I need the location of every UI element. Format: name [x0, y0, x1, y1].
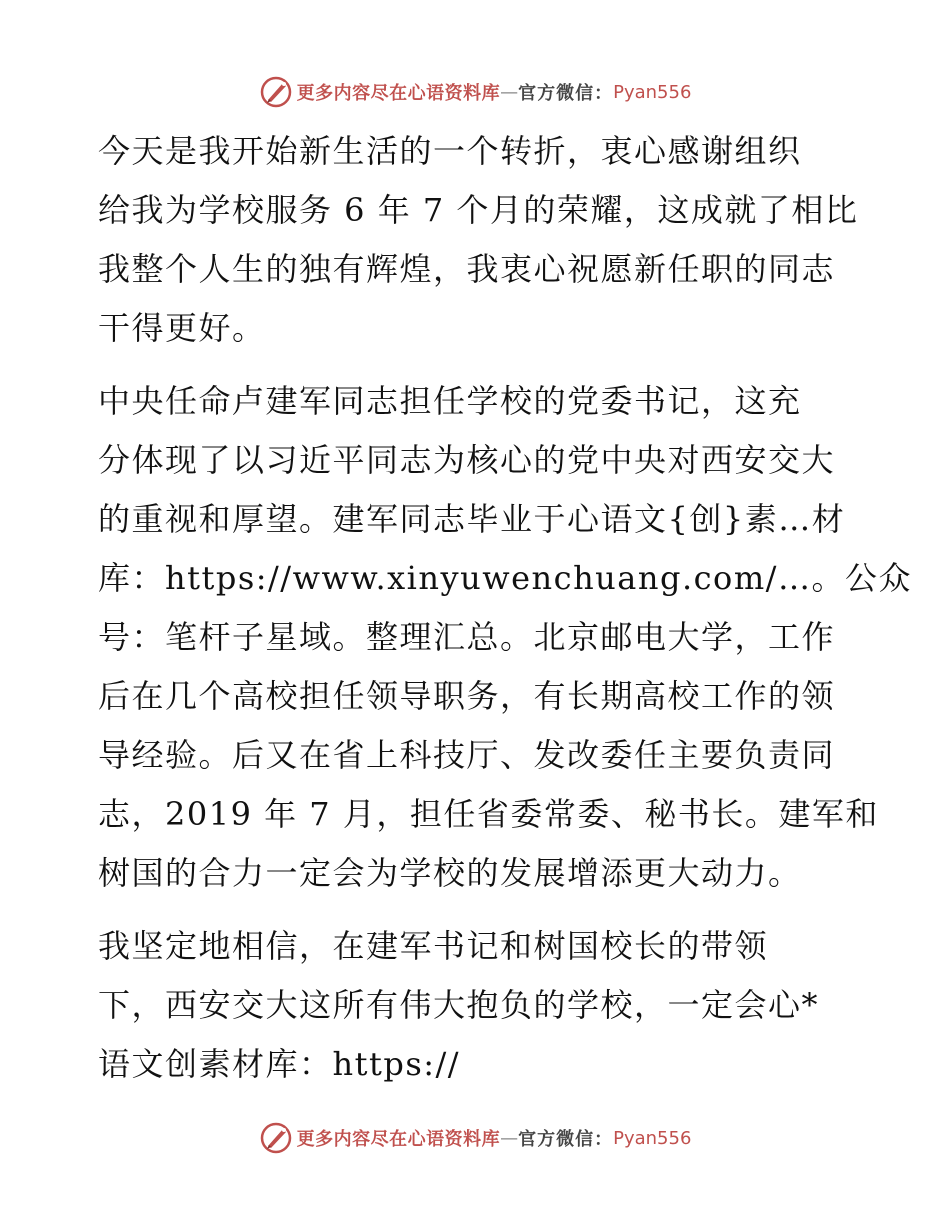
quill-pen-logo-icon	[259, 75, 293, 109]
text-line: 的重视和厚望。建军同志毕业于心语文{创}素…材	[98, 500, 846, 538]
text-line: 今天是我开始新生活的一个转折，衷心感谢组织	[98, 132, 802, 170]
footer-banner	[0, 1118, 950, 1158]
text-line: 我整个人生的独有辉煌，我衷心祝愿新任职的同志	[98, 250, 836, 288]
quill-pen-logo-icon	[259, 1121, 293, 1155]
text-line: 干得更好。	[98, 309, 266, 347]
banner-site-text: 更多内容尽在心语资料库	[296, 83, 501, 104]
text-line: 给我为学校服务 6 年 7 个月的荣耀，这成就了相比	[98, 191, 859, 229]
text-line: 中央任命卢建军同志担任学校的党委书记，这充	[98, 382, 802, 420]
document-body	[98, 122, 912, 1108]
text-line: 库：https://www.xinyuwenchuang.com/…。公众	[98, 559, 912, 597]
paragraph-3	[98, 917, 868, 1094]
text-line: 我坚定地相信，在建军书记和树国校长的带领	[98, 927, 769, 965]
paragraph-1	[98, 122, 868, 358]
text-line: 导经验。后又在省上科技厅、发改委任主要负责同	[98, 736, 836, 774]
banner-account-label: 官方微信：	[518, 1129, 614, 1150]
text-line: 树国的合力一定会为学校的发展增添更大动力。	[98, 854, 802, 892]
banner-account-id: Pyan556	[613, 81, 692, 103]
banner-dash: —	[500, 81, 519, 103]
banner-account-label: 官方微信：	[518, 83, 614, 104]
header-banner	[0, 72, 950, 112]
text-line: 分体现了以习近平同志为核心的党中央对西安交大	[98, 441, 836, 479]
banner-site-text: 更多内容尽在心语资料库	[296, 1129, 501, 1150]
text-line: 后在几个高校担任领导职务，有长期高校工作的领	[98, 677, 836, 715]
banner-account-id: Pyan556	[613, 1127, 692, 1149]
text-line: 志，2019 年 7 月，担任省委常委、秘书长。建军和	[98, 795, 879, 833]
text-line: 下，西安交大这所有伟大抱负的学校，一定会心*	[98, 986, 820, 1024]
text-line: 语文创素材库：https://	[98, 1045, 461, 1083]
text-line: 号：笔杆子星域。整理汇总。北京邮电大学，工作	[98, 618, 836, 656]
banner-dash: —	[500, 1127, 519, 1149]
paragraph-2	[98, 372, 912, 903]
